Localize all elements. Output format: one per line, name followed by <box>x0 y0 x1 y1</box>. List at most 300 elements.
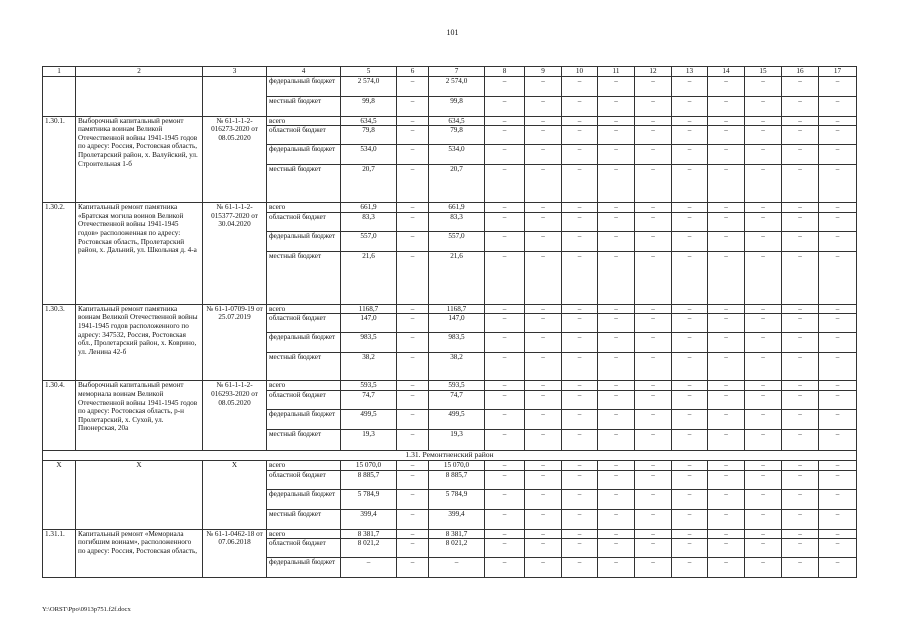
dash-cell: – <box>745 251 782 304</box>
dash-cell: – <box>819 231 857 251</box>
value-cell: – <box>397 76 429 96</box>
header-row <box>43 67 857 77</box>
value-cell: 2 574,0 <box>429 76 485 96</box>
dash-cell: – <box>672 76 708 96</box>
value-cell: 19,3 <box>429 429 485 450</box>
column-header: 14 <box>708 67 745 77</box>
dash-cell: – <box>598 333 635 353</box>
column-header: 9 <box>525 67 562 77</box>
column-header: 17 <box>819 67 857 77</box>
dash-cell: – <box>525 203 562 213</box>
value-cell: – <box>397 390 429 409</box>
dash-cell: – <box>635 231 672 251</box>
source-cell: местный бюджет <box>267 353 341 381</box>
source-cell: областной бюджет <box>267 212 341 231</box>
value-cell: 8 381,7 <box>341 529 397 539</box>
source-cell: всего <box>267 203 341 213</box>
dash-cell: – <box>525 470 562 489</box>
dash-cell: – <box>525 429 562 450</box>
dash-cell: – <box>525 409 562 429</box>
dash-cell: – <box>819 539 857 558</box>
dash-cell: – <box>782 203 819 213</box>
dash-cell: – <box>562 304 598 314</box>
dash-cell: – <box>782 145 819 165</box>
dash-cell: – <box>635 145 672 165</box>
dash-cell: – <box>708 409 745 429</box>
dash-cell: – <box>745 539 782 558</box>
column-header: 2 <box>76 67 203 77</box>
dash-cell: – <box>745 390 782 409</box>
dash-cell: – <box>525 314 562 333</box>
dash-cell: – <box>485 126 525 145</box>
dash-cell: – <box>635 509 672 529</box>
value-cell: 21,6 <box>341 251 397 304</box>
dash-cell: – <box>745 558 782 578</box>
dash-cell: – <box>635 539 672 558</box>
value-cell: 399,4 <box>429 509 485 529</box>
dash-cell: – <box>745 145 782 165</box>
dash-cell: – <box>485 470 525 489</box>
dash-cell: – <box>819 558 857 578</box>
dash-cell: – <box>635 409 672 429</box>
dash-cell: – <box>819 96 857 116</box>
section-title: 1.31. Ремонтненский район <box>43 450 857 460</box>
section-row <box>43 450 857 460</box>
table-row <box>43 460 857 470</box>
dash-cell: – <box>782 470 819 489</box>
dash-cell: – <box>635 429 672 450</box>
dash-cell: – <box>525 333 562 353</box>
dash-cell: – <box>708 145 745 165</box>
column-header: 8 <box>485 67 525 77</box>
dash-cell: – <box>819 126 857 145</box>
dash-cell: – <box>562 212 598 231</box>
value-cell: – <box>397 251 429 304</box>
value-cell: 147,0 <box>429 314 485 333</box>
dash-cell: – <box>672 409 708 429</box>
dash-cell: – <box>598 558 635 578</box>
column-header: 13 <box>672 67 708 77</box>
dash-cell: – <box>672 509 708 529</box>
dash-cell: – <box>672 460 708 470</box>
dash-cell: – <box>708 429 745 450</box>
dash-cell: – <box>819 409 857 429</box>
dash-cell: – <box>562 390 598 409</box>
value-cell: – <box>397 470 429 489</box>
dash-cell: – <box>708 116 745 126</box>
dash-cell: – <box>672 489 708 509</box>
dash-cell: – <box>708 212 745 231</box>
dash-cell: – <box>782 76 819 96</box>
column-header: 6 <box>397 67 429 77</box>
value-cell: 8 885,7 <box>429 470 485 489</box>
value-cell: 2 574,0 <box>341 76 397 96</box>
object-name: Выборочный капитальный ремонт мемориала воинам Великой Отечественной войны 1941-1945 годов по адресу: Ростовская область, р-н Пролетарский, х. Сухой, ул. Пионерская, 20а <box>76 381 203 451</box>
dash-cell: – <box>782 489 819 509</box>
dash-cell: – <box>708 76 745 96</box>
column-header: 16 <box>782 67 819 77</box>
value-cell: 557,0 <box>429 231 485 251</box>
column-header: 11 <box>598 67 635 77</box>
dash-cell: – <box>819 489 857 509</box>
value-cell: 8 021,2 <box>429 539 485 558</box>
dash-cell: – <box>635 76 672 96</box>
value-cell: 534,0 <box>429 145 485 165</box>
dash-cell: – <box>782 529 819 539</box>
dash-cell: – <box>485 409 525 429</box>
dash-cell: – <box>635 304 672 314</box>
value-cell: 8 021,2 <box>341 539 397 558</box>
dash-cell: – <box>819 145 857 165</box>
value-cell: 20,7 <box>429 165 485 203</box>
dash-cell: – <box>485 353 525 381</box>
dash-cell: – <box>672 96 708 116</box>
dash-cell: – <box>598 381 635 391</box>
file-path-footer: Y:\ORST\Ppo\0913p751.f2f.docx <box>42 606 131 613</box>
dash-cell: – <box>562 165 598 203</box>
source-cell: федеральный бюджет <box>267 145 341 165</box>
dash-cell: – <box>562 489 598 509</box>
dash-cell: – <box>782 429 819 450</box>
dash-cell: – <box>485 390 525 409</box>
object-name: Х <box>76 460 203 529</box>
dash-cell: – <box>782 165 819 203</box>
value-cell: 534,0 <box>341 145 397 165</box>
value-cell: 83,3 <box>429 212 485 231</box>
dash-cell: – <box>598 212 635 231</box>
dash-cell: – <box>598 509 635 529</box>
dash-cell: – <box>672 390 708 409</box>
dash-cell: – <box>635 381 672 391</box>
column-header: 7 <box>429 67 485 77</box>
dash-cell: – <box>562 96 598 116</box>
dash-cell: – <box>745 212 782 231</box>
dash-cell: – <box>635 126 672 145</box>
dash-cell: – <box>485 96 525 116</box>
value-cell: – <box>397 212 429 231</box>
dash-cell: – <box>745 126 782 145</box>
dash-cell: – <box>525 539 562 558</box>
dash-cell: – <box>485 529 525 539</box>
dash-cell: – <box>708 314 745 333</box>
dash-cell: – <box>525 231 562 251</box>
dash-cell: – <box>525 489 562 509</box>
expert-doc <box>203 76 267 116</box>
dash-cell: – <box>708 203 745 213</box>
dash-cell: – <box>782 212 819 231</box>
dash-cell: – <box>635 203 672 213</box>
dash-cell: – <box>745 203 782 213</box>
dash-cell: – <box>782 126 819 145</box>
dash-cell: – <box>562 558 598 578</box>
dash-cell: – <box>708 251 745 304</box>
dash-cell: – <box>525 381 562 391</box>
object-name: Выборочный капитальный ремонт памятника воинам Великой Отечественной войны 1941-1945 годов по адресу: Россия, Ростовская область, Пролетарский район, х. Валуйский, ул. Строительная 1-б <box>76 116 203 203</box>
dash-cell: – <box>708 381 745 391</box>
dash-cell: – <box>819 116 857 126</box>
value-cell: – <box>397 96 429 116</box>
dash-cell: – <box>598 429 635 450</box>
dash-cell: – <box>635 96 672 116</box>
dash-cell: – <box>745 333 782 353</box>
dash-cell: – <box>672 145 708 165</box>
dash-cell: – <box>819 333 857 353</box>
dash-cell: – <box>485 429 525 450</box>
source-cell: федеральный бюджет <box>267 76 341 96</box>
budget-table <box>42 66 857 578</box>
value-cell: 38,2 <box>341 353 397 381</box>
dash-cell: – <box>782 353 819 381</box>
dash-cell: – <box>819 212 857 231</box>
dash-cell: – <box>819 460 857 470</box>
dash-cell: – <box>819 203 857 213</box>
object-name: Капитальный ремонт памятника воинам Великой Отечественной войны 1941-1945 годов расположенного по адресу: 347532, Россия, Ростовская обл., Пролетарский район, х. Коврино, ул. Ленина 42-б <box>76 304 203 381</box>
dash-cell: – <box>485 314 525 333</box>
dash-cell: – <box>485 76 525 96</box>
dash-cell: – <box>819 76 857 96</box>
dash-cell: – <box>708 470 745 489</box>
dash-cell: – <box>562 314 598 333</box>
dash-cell: – <box>485 558 525 578</box>
dash-cell: – <box>745 116 782 126</box>
dash-cell: – <box>745 409 782 429</box>
dash-cell: – <box>708 529 745 539</box>
dash-cell: – <box>708 539 745 558</box>
dash-cell: – <box>635 460 672 470</box>
object-number <box>43 76 76 116</box>
dash-cell: – <box>819 470 857 489</box>
value-cell: – <box>397 304 429 314</box>
source-cell: федеральный бюджет <box>267 409 341 429</box>
dash-cell: – <box>745 489 782 509</box>
dash-cell: – <box>562 333 598 353</box>
object-number: 1.30.2. <box>43 203 76 305</box>
value-cell: – <box>397 116 429 126</box>
dash-cell: – <box>562 529 598 539</box>
value-cell: 983,5 <box>341 333 397 353</box>
dash-cell: – <box>562 231 598 251</box>
dash-cell: – <box>525 76 562 96</box>
dash-cell: – <box>819 251 857 304</box>
expert-doc: № 61-1-1-2-016293-2020 от 08.05.2020 <box>203 381 267 451</box>
dash-cell: – <box>598 145 635 165</box>
dash-cell: – <box>782 390 819 409</box>
object-number: 1.30.3. <box>43 304 76 381</box>
column-header: 1 <box>43 67 76 77</box>
dash-cell: – <box>819 304 857 314</box>
dash-cell: – <box>525 126 562 145</box>
table-row <box>43 76 857 96</box>
dash-cell: – <box>635 116 672 126</box>
dash-cell: – <box>708 333 745 353</box>
dash-cell: – <box>562 353 598 381</box>
object-number: 1.31.1. <box>43 529 76 578</box>
dash-cell: – <box>525 529 562 539</box>
dash-cell: – <box>672 381 708 391</box>
dash-cell: – <box>782 96 819 116</box>
dash-cell: – <box>745 353 782 381</box>
dash-cell: – <box>598 353 635 381</box>
dash-cell: – <box>782 116 819 126</box>
object-number: 1.30.4. <box>43 381 76 451</box>
value-cell: 99,8 <box>341 96 397 116</box>
column-header: 5 <box>341 67 397 77</box>
value-cell: – <box>397 165 429 203</box>
expert-doc: № 61-1-0462-18 от 07.06.2018 <box>203 529 267 578</box>
dash-cell: – <box>562 145 598 165</box>
source-cell: местный бюджет <box>267 165 341 203</box>
value-cell: 593,5 <box>429 381 485 391</box>
value-cell: – <box>397 509 429 529</box>
dash-cell: – <box>672 558 708 578</box>
value-cell: 8 381,7 <box>429 529 485 539</box>
dash-cell: – <box>819 381 857 391</box>
table-row <box>43 381 857 391</box>
table-row <box>43 116 857 126</box>
dash-cell: – <box>485 231 525 251</box>
dash-cell: – <box>708 390 745 409</box>
column-header: 3 <box>203 67 267 77</box>
dash-cell: – <box>745 314 782 333</box>
dash-cell: – <box>598 390 635 409</box>
dash-cell: – <box>708 304 745 314</box>
value-cell: – <box>397 409 429 429</box>
source-cell: всего <box>267 116 341 126</box>
dash-cell: – <box>672 470 708 489</box>
dash-cell: – <box>708 489 745 509</box>
column-header: 10 <box>562 67 598 77</box>
value-cell: 19,3 <box>341 429 397 450</box>
dash-cell: – <box>562 251 598 304</box>
dash-cell: – <box>485 333 525 353</box>
dash-cell: – <box>819 165 857 203</box>
value-cell: 983,5 <box>429 333 485 353</box>
dash-cell: – <box>745 76 782 96</box>
dash-cell: – <box>485 116 525 126</box>
value-cell: – <box>397 381 429 391</box>
dash-cell: – <box>672 304 708 314</box>
dash-cell: – <box>745 96 782 116</box>
value-cell: – <box>397 231 429 251</box>
value-cell: 593,5 <box>341 381 397 391</box>
dash-cell: – <box>525 460 562 470</box>
value-cell: 21,6 <box>429 251 485 304</box>
dash-cell: – <box>525 212 562 231</box>
dash-cell: – <box>562 116 598 126</box>
object-name <box>76 76 203 116</box>
dash-cell: – <box>525 509 562 529</box>
dash-cell: – <box>485 304 525 314</box>
dash-cell: – <box>672 212 708 231</box>
dash-cell: – <box>485 460 525 470</box>
value-cell: 634,5 <box>341 116 397 126</box>
dash-cell: – <box>525 304 562 314</box>
dash-cell: – <box>708 558 745 578</box>
dash-cell: – <box>562 381 598 391</box>
value-cell: 1168,7 <box>341 304 397 314</box>
dash-cell: – <box>782 460 819 470</box>
dash-cell: – <box>562 470 598 489</box>
value-cell: 557,0 <box>341 231 397 251</box>
dash-cell: – <box>485 251 525 304</box>
column-header: 12 <box>635 67 672 77</box>
dash-cell: – <box>635 165 672 203</box>
source-cell: областной бюджет <box>267 390 341 409</box>
dash-cell: – <box>672 539 708 558</box>
value-cell: – <box>397 460 429 470</box>
dash-cell: – <box>635 470 672 489</box>
dash-cell: – <box>819 429 857 450</box>
dash-cell: – <box>485 165 525 203</box>
dash-cell: – <box>745 381 782 391</box>
dash-cell: – <box>525 251 562 304</box>
value-cell: 399,4 <box>341 509 397 529</box>
value-cell: 99,8 <box>429 96 485 116</box>
dash-cell: – <box>485 381 525 391</box>
dash-cell: – <box>598 96 635 116</box>
dash-cell: – <box>525 96 562 116</box>
source-cell: областной бюджет <box>267 314 341 333</box>
object-number: 1.30.1. <box>43 116 76 203</box>
dash-cell: – <box>708 460 745 470</box>
dash-cell: – <box>708 509 745 529</box>
dash-cell: – <box>782 539 819 558</box>
page-number: 101 <box>446 28 459 37</box>
dash-cell: – <box>819 353 857 381</box>
dash-cell: – <box>672 333 708 353</box>
source-cell: всего <box>267 381 341 391</box>
value-cell: – <box>397 429 429 450</box>
dash-cell: – <box>598 304 635 314</box>
expert-doc: № 61-1-0709-19 от 25.07.2019 <box>203 304 267 381</box>
dash-cell: – <box>782 409 819 429</box>
value-cell: 5 784,9 <box>341 489 397 509</box>
dash-cell: – <box>745 529 782 539</box>
value-cell: 79,8 <box>429 126 485 145</box>
dash-cell: – <box>745 470 782 489</box>
source-cell: местный бюджет <box>267 96 341 116</box>
dash-cell: – <box>485 203 525 213</box>
value-cell: – <box>397 353 429 381</box>
dash-cell: – <box>635 529 672 539</box>
table-row <box>43 304 857 314</box>
dash-cell: – <box>745 165 782 203</box>
dash-cell: – <box>635 333 672 353</box>
value-cell: 20,7 <box>341 165 397 203</box>
dash-cell: – <box>745 509 782 529</box>
dash-cell: – <box>485 212 525 231</box>
dash-cell: – <box>672 251 708 304</box>
dash-cell: – <box>525 116 562 126</box>
dash-cell: – <box>598 539 635 558</box>
dash-cell: – <box>525 390 562 409</box>
dash-cell: – <box>598 529 635 539</box>
source-cell: федеральный бюджет <box>267 558 341 578</box>
dash-cell: – <box>635 489 672 509</box>
dash-cell: – <box>562 539 598 558</box>
dash-cell: – <box>598 165 635 203</box>
dash-cell: – <box>525 558 562 578</box>
expert-doc: Х <box>203 460 267 529</box>
value-cell: 15 070,0 <box>429 460 485 470</box>
dash-cell: – <box>562 460 598 470</box>
source-cell: всего <box>267 304 341 314</box>
dash-cell: – <box>708 231 745 251</box>
dash-cell: – <box>672 116 708 126</box>
value-cell: – <box>397 333 429 353</box>
value-cell: – <box>341 558 397 578</box>
source-cell: местный бюджет <box>267 251 341 304</box>
